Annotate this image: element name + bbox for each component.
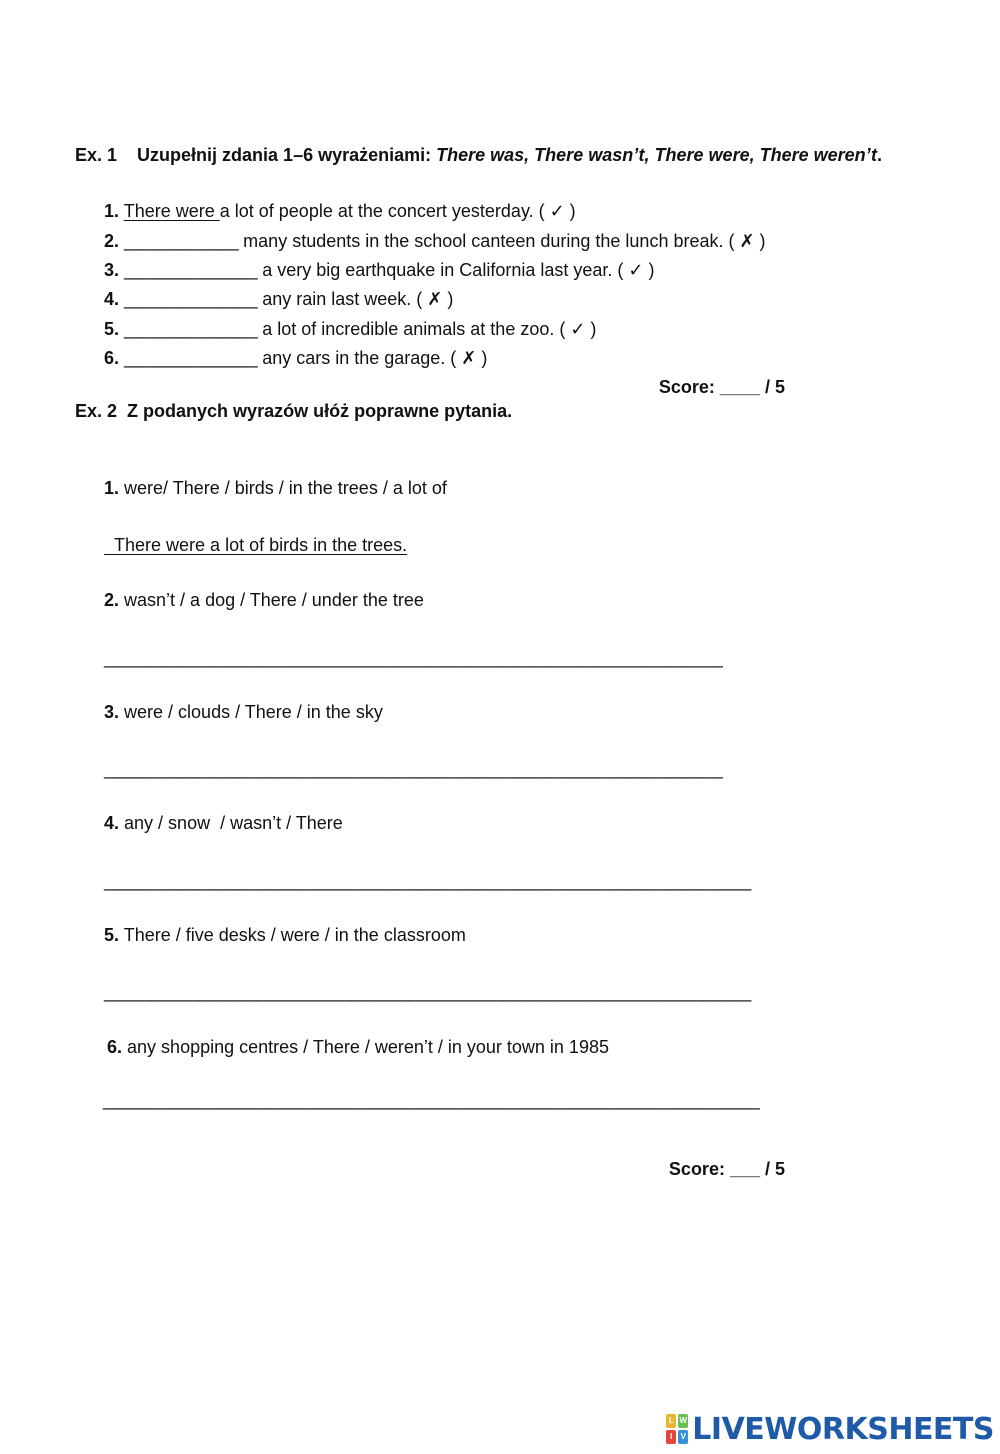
item-number: 1.	[104, 201, 120, 221]
word-prompt: any shopping centres / There / weren’t / in your town in 1985	[127, 1037, 609, 1057]
item-number: 6.	[104, 348, 120, 368]
item-number: 1.	[104, 478, 120, 498]
ex2-item-1	[104, 476, 447, 500]
word-prompt: wasn’t / a dog / There / under the tree	[124, 590, 424, 610]
example-answer-text: There were a lot of birds in the trees.	[114, 535, 408, 555]
item-number: 5.	[104, 319, 120, 339]
item-text: many students in the school canteen during the lunch break. ( ✗ )	[238, 231, 766, 251]
ex2-label: Ex. 2	[75, 401, 118, 421]
answer-line[interactable]: ____________________________________________________________________	[104, 982, 751, 1002]
word-prompt: any / snow / wasn’t / There	[124, 813, 343, 833]
ex1-item-6	[104, 346, 487, 370]
item-text: a lot of people at the concert yesterday. ( ✓ )	[219, 201, 576, 221]
item-number: 3.	[104, 702, 120, 722]
ex2-instruction: Z podanych wyrazów ułóż poprawne pytania.	[127, 401, 513, 421]
ex1-label: Ex. 1	[75, 145, 118, 165]
answer-line[interactable]: _________________________________________________________________	[104, 759, 723, 779]
answer-line[interactable]: _____________________________________________________________________	[103, 1090, 760, 1110]
item-text: a very big earthquake in California last year. ( ✓ )	[257, 260, 655, 280]
answer-blank[interactable]: ______________	[124, 348, 258, 368]
logo-text: LIVEWORKSHEETS	[692, 1411, 994, 1447]
example-answer	[104, 533, 407, 557]
ex1-item-4	[104, 287, 453, 311]
ex1-item-5	[104, 317, 596, 341]
ex1-period: .	[876, 145, 882, 165]
item-text: a lot of incredible animals at the zoo. ( ✓ )	[257, 319, 597, 339]
ex2-heading	[75, 399, 512, 423]
logo-badge-icon: L W I V	[666, 1414, 688, 1444]
example-answer: There were	[123, 201, 220, 221]
ex2-item-6	[107, 1035, 609, 1059]
answer-blank[interactable]: ______________	[124, 289, 258, 309]
item-number: 3.	[104, 260, 120, 280]
ex2-score: Score: ___ / 5	[668, 1159, 785, 1179]
item-number: 6.	[107, 1037, 123, 1057]
item-text: any rain last week. ( ✗ )	[257, 289, 454, 309]
ex1-score: Score: ____ / 5	[658, 377, 785, 397]
ex2-item-4	[104, 811, 343, 835]
answer-line[interactable]: ____________________________________________________________________	[104, 871, 751, 891]
ex1-item-3	[104, 258, 654, 282]
ex1-item-1	[104, 199, 576, 223]
answer-line[interactable]: _________________________________________________________________	[104, 648, 723, 668]
ex1-phrases: There was, There wasn’t, There were, There weren’t	[436, 145, 877, 165]
ex2-item-3	[104, 700, 383, 724]
ex2-item-2	[104, 588, 424, 612]
liveworksheets-logo	[666, 1410, 994, 1448]
word-prompt: were/ There / birds / in the trees / a lot of	[124, 478, 447, 498]
answer-blank[interactable]: ______________	[124, 319, 258, 339]
item-text: any cars in the garage. ( ✗ )	[257, 348, 488, 368]
item-number: 2.	[104, 590, 120, 610]
item-number: 4.	[104, 289, 120, 309]
item-number: 4.	[104, 813, 120, 833]
ex2-item-5	[104, 923, 466, 947]
word-prompt: There / five desks / were / in the classroom	[123, 925, 466, 945]
ex1-instruction: Uzupełnij zdania 1–6 wyrażeniami:	[137, 145, 437, 165]
answer-blank[interactable]: ____________	[124, 231, 239, 251]
word-prompt: were / clouds / There / in the sky	[124, 702, 383, 722]
item-number: 2.	[104, 231, 120, 251]
answer-blank[interactable]: ______________	[124, 260, 258, 280]
item-number: 5.	[104, 925, 120, 945]
ex1-item-2	[104, 229, 766, 253]
ex1-heading	[75, 143, 882, 167]
